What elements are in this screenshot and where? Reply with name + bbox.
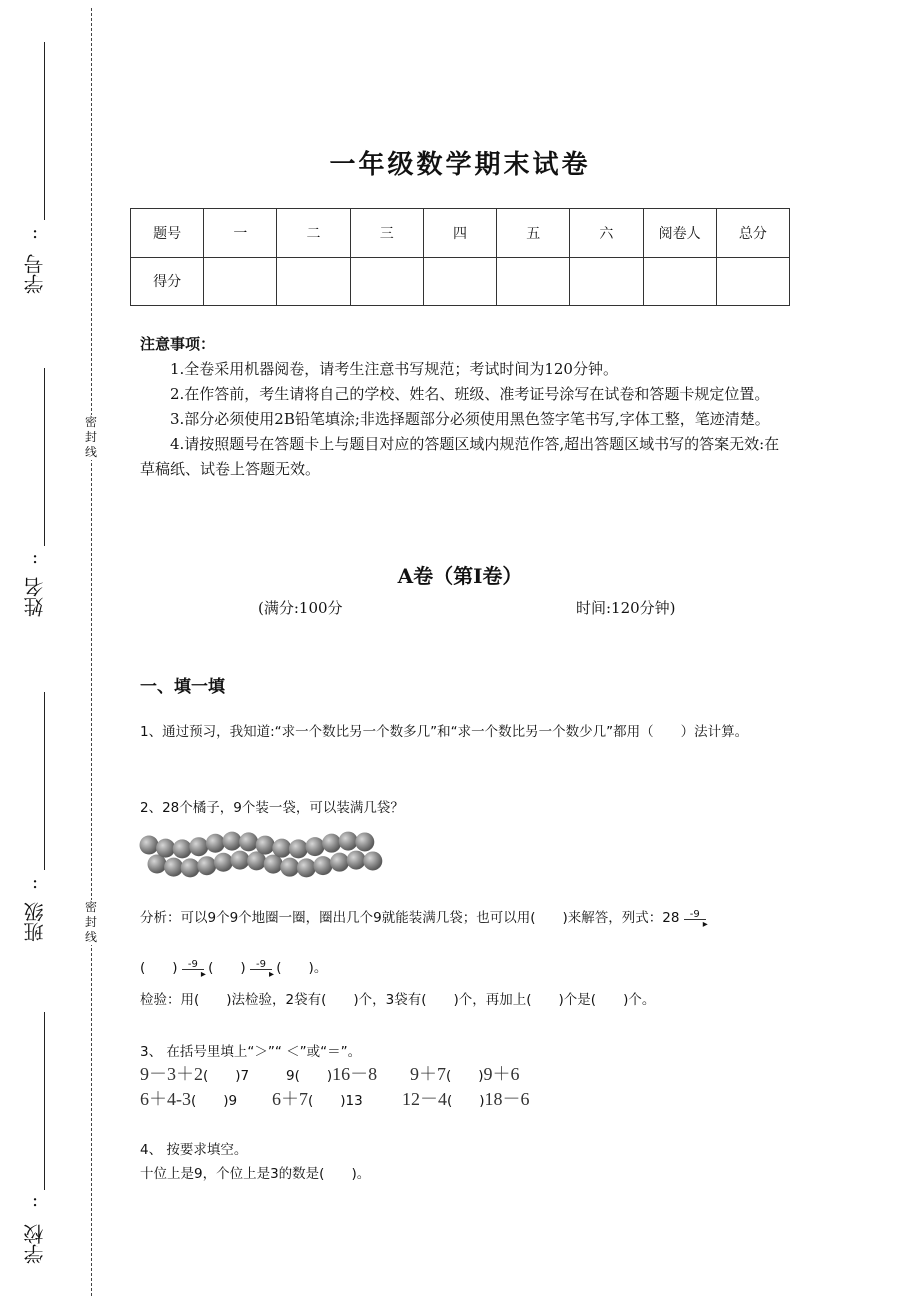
score-cell[interactable] — [350, 257, 423, 306]
orange-icon — [363, 851, 382, 870]
note-item: 1.全卷采用机器阅卷，请考生注意书写规范；考试时间为120分钟。 — [170, 360, 618, 378]
note-item: 2.在作答前，考生请将自己的学校、姓名、班级、准考证号涂写在试卷和答题卡规定位置。 — [170, 385, 770, 403]
orange-icon — [289, 839, 308, 858]
minus-nine-arrow: -9 ▸ — [250, 961, 272, 975]
orange-icon — [355, 832, 374, 851]
seal-line-label-top: 密封线 — [82, 415, 100, 460]
orange-icon — [214, 853, 233, 872]
oranges-illustration — [138, 826, 390, 884]
orange-icon — [306, 837, 325, 856]
score-cell[interactable] — [423, 257, 496, 306]
arrow-number: -9 — [255, 959, 266, 970]
compare-tail: 7 — [240, 1068, 250, 1084]
header-cell-grader: 阅卷人 — [643, 209, 716, 258]
arrow-number: -9 — [187, 959, 198, 970]
score-row-label: 得分 — [131, 257, 204, 306]
orange-icon — [173, 839, 192, 858]
header-cell-total: 总分 — [716, 209, 789, 258]
note-item: 3.部分必须使用2B铅笔填涂;非选择题部分必须使用黑色签字笔书写,字体工整，笔迹清楚。 — [170, 410, 770, 428]
score-cell[interactable] — [277, 257, 350, 306]
question-3-row-1 — [410, 1062, 520, 1088]
orange-icon — [272, 839, 291, 858]
orange-icon — [156, 839, 175, 858]
orange-icon — [140, 836, 159, 855]
header-cell-2: 二 — [277, 209, 350, 258]
arrow-number: -9 — [689, 909, 700, 920]
volume-title: A卷（第I卷） — [397, 564, 523, 588]
orange-icon — [239, 832, 258, 851]
compare-tail: 9 — [228, 1093, 238, 1109]
compare-expr: 6＋7 — [272, 1089, 308, 1109]
orange-icon — [280, 858, 299, 877]
question-3-row-1 — [286, 1062, 377, 1088]
class-colon: : — [32, 872, 39, 893]
compare-expr: 9＋7 — [410, 1064, 446, 1084]
score-cell[interactable] — [570, 257, 643, 306]
chain-blank[interactable]: ( ) — [140, 960, 178, 976]
question-4-stem: 4、 按要求填空。 — [140, 1142, 248, 1158]
compare-tail: 18－6 — [484, 1089, 530, 1109]
question-2-chain — [140, 956, 785, 980]
orange-icon — [330, 853, 349, 872]
question-3-stem: 3、 在括号里填上“＞”“ ＜”或“＝”。 — [140, 1044, 362, 1060]
compare-blank[interactable]: ( ) — [308, 1093, 346, 1109]
question-3-row-2 — [402, 1087, 530, 1113]
full-score-label: (满分:100分 — [258, 599, 343, 617]
school-rule — [44, 1012, 45, 1190]
score-cell[interactable] — [204, 257, 277, 306]
score-cell[interactable] — [643, 257, 716, 306]
notes-heading: 注意事项： — [140, 335, 216, 353]
orange-icon — [322, 834, 341, 853]
orange-icon — [231, 851, 250, 870]
section-heading: 一、填一填 — [140, 677, 225, 697]
orange-icon — [256, 836, 275, 855]
header-cell-3: 三 — [350, 209, 423, 258]
chain-blank[interactable]: ( ) — [208, 960, 246, 976]
name-rule — [44, 368, 45, 546]
score-table-header-row — [131, 209, 790, 258]
notes-block — [140, 332, 785, 482]
binding-dashed-line — [91, 8, 92, 1296]
score-cell[interactable] — [716, 257, 789, 306]
compare-expr: 6＋4-3 — [140, 1089, 191, 1109]
question-2-check: 检验：用( )法检验，2袋有( )个，3袋有( )个，再加上( )个是( )个。 — [140, 992, 656, 1008]
analysis-text: 分析：可以9个9个地圈一圈，圈出几个9就能装满几袋；也可以用( )来解答，列式：28 — [140, 910, 680, 926]
compare-expr: 9－3＋2 — [140, 1064, 203, 1084]
chain-end: 。 — [313, 960, 328, 976]
time-label: 时间:120分钟) — [576, 599, 676, 617]
question-2-analysis — [140, 906, 785, 930]
orange-icon — [347, 851, 366, 870]
minus-nine-arrow: -9 ▸ — [684, 911, 706, 925]
name-label: 姓名 — [23, 577, 47, 617]
question-1: 1、通过预习，我知道:“求一个数比另一个数多几”和“求一个数比另一个数少几”都用（ ）法计算。 — [140, 724, 749, 740]
orange-icon — [206, 834, 225, 853]
compare-blank[interactable]: ( ) — [446, 1068, 484, 1084]
question-2-stem: 2、28个橘子，9个装一袋，可以装满几袋？ — [140, 800, 404, 816]
compare-expr: 9 — [286, 1068, 295, 1084]
compare-blank[interactable]: ( ) — [447, 1093, 485, 1109]
orange-icon — [314, 856, 333, 875]
exam-title: 一年级数学期末试卷 — [329, 150, 591, 180]
compare-blank[interactable]: ( ) — [191, 1093, 229, 1109]
question-3-row-1 — [140, 1062, 249, 1088]
minus-nine-arrow: -9 ▸ — [182, 961, 204, 975]
orange-icon — [197, 856, 216, 875]
orange-icon — [181, 858, 200, 877]
chain-blank[interactable]: ( ) — [276, 960, 314, 976]
orange-icon — [223, 832, 242, 851]
question-3-row-2 — [272, 1087, 363, 1113]
class-label: 班级 — [23, 902, 47, 942]
score-cell[interactable] — [497, 257, 570, 306]
header-cell-5: 五 — [497, 209, 570, 258]
school-colon: : — [32, 1190, 39, 1211]
seal-line-label-bottom: 密封线 — [82, 900, 100, 945]
student-id-colon: : — [32, 222, 39, 243]
compare-tail: 9＋6 — [483, 1064, 520, 1084]
question-3-row-2 — [140, 1087, 237, 1113]
compare-expr: 12－4 — [402, 1089, 447, 1109]
header-cell-4: 四 — [423, 209, 496, 258]
compare-blank[interactable]: ( ) — [294, 1068, 333, 1084]
header-cell-1: 一 — [204, 209, 277, 258]
score-table-score-row — [131, 257, 790, 306]
score-table — [130, 208, 790, 306]
student-id-rule — [44, 42, 45, 220]
orange-icon — [297, 858, 316, 877]
compare-blank[interactable]: ( ) — [203, 1068, 241, 1084]
compare-tail: 16－8 — [332, 1064, 378, 1084]
header-cell-6: 六 — [570, 209, 643, 258]
orange-icon — [339, 832, 358, 851]
orange-icon — [164, 858, 183, 877]
header-cell-question-no: 题号 — [131, 209, 204, 258]
class-rule — [44, 692, 45, 870]
name-colon: : — [32, 547, 39, 568]
note-item: 4.请按照题号在答题卡上与题目对应的答题区域内规范作答,超出答题区域书写的答案无效:在草稿纸、试卷上答题无效。 — [140, 435, 780, 478]
student-id-label: 学号 — [23, 254, 47, 294]
school-label: 学校 — [23, 1224, 47, 1264]
compare-tail: 13 — [345, 1093, 363, 1109]
orange-icon — [189, 837, 208, 856]
question-4-line: 十位上是9，个位上是3的数是( )。 — [140, 1166, 371, 1182]
